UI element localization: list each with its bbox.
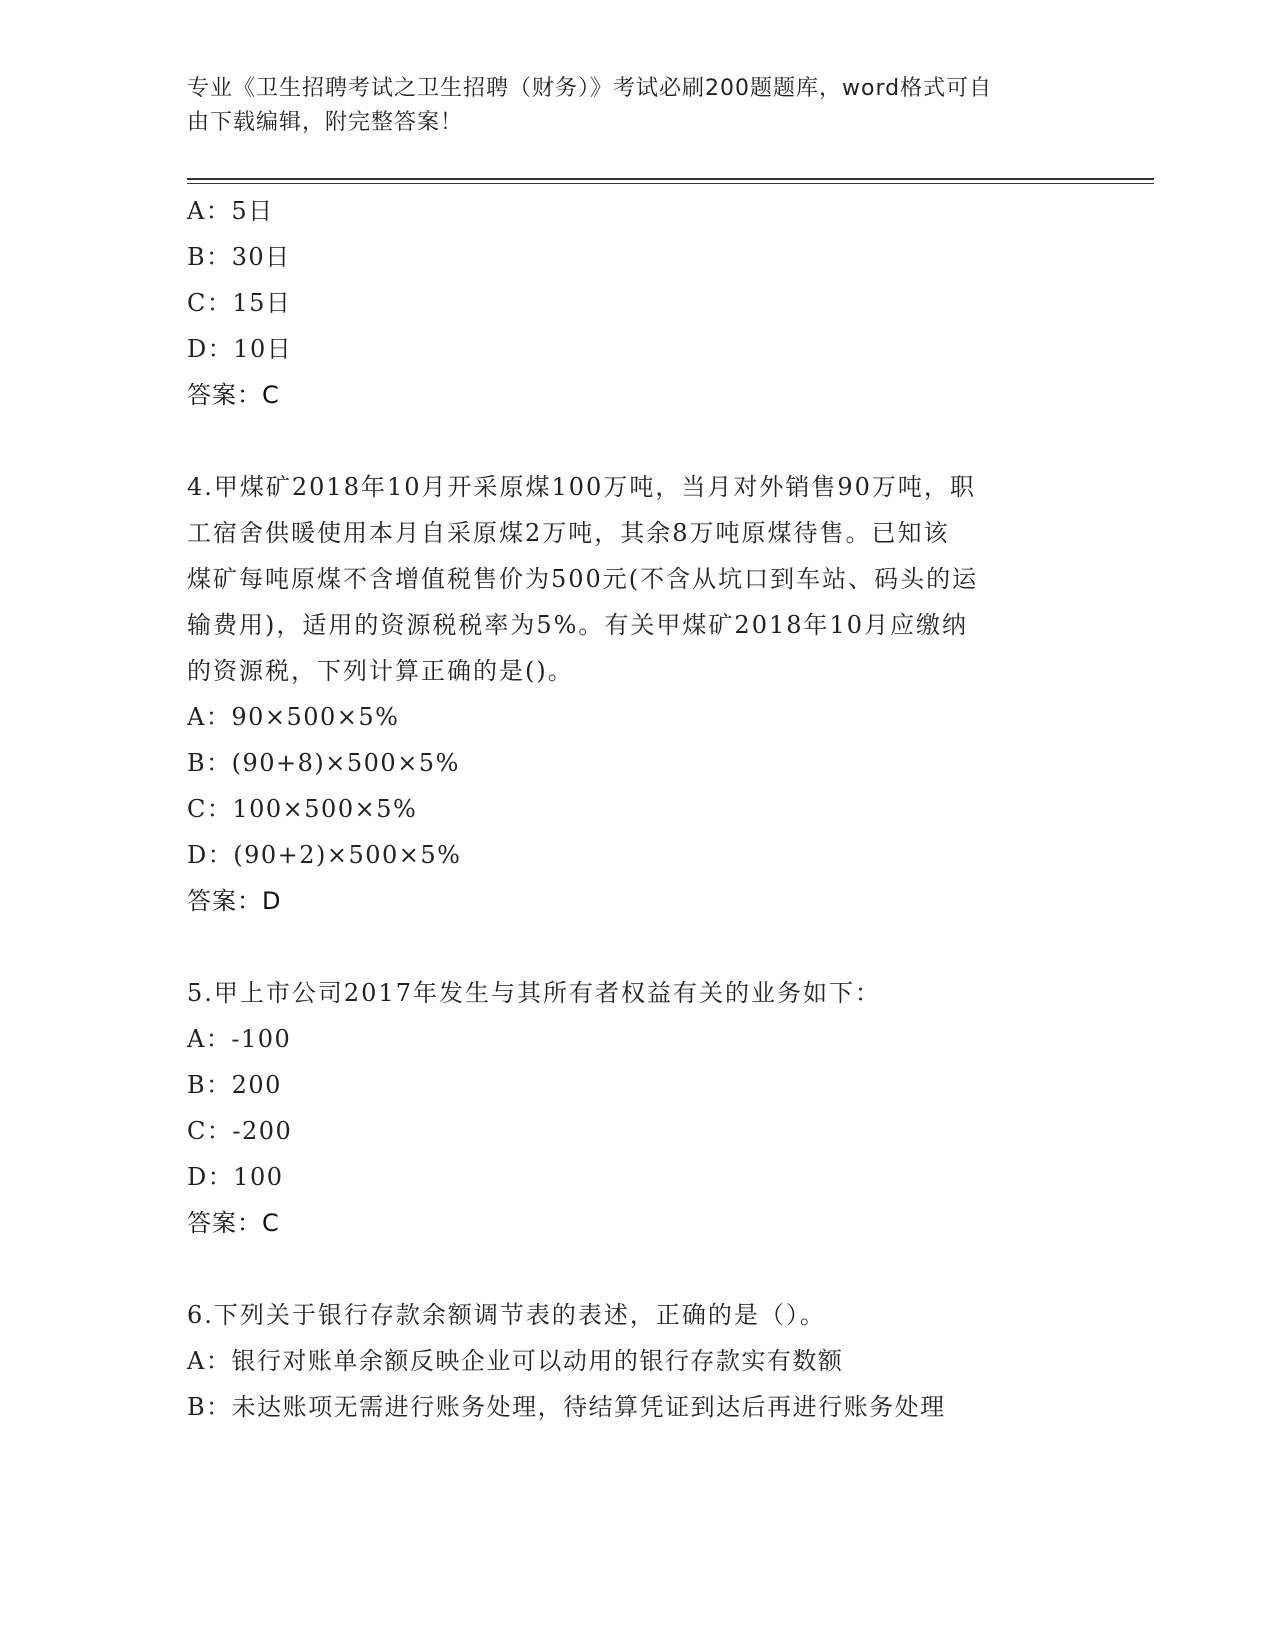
- option-d: D：(90+2)×500×5%: [187, 841, 462, 869]
- question-5: [187, 970, 1087, 1246]
- question-spacer: [187, 1246, 1087, 1292]
- question-stem-line: 输费用)，适用的资源税税率为5%。有关甲煤矿2018年10月应缴纳: [187, 611, 969, 639]
- question-3: [187, 188, 1087, 418]
- option-b: B：(90+8)×500×5%: [187, 749, 460, 777]
- question-stem-line: 工宿舍供暖使用本月自采原煤2万吨，其余8万吨原煤待售。已知该: [187, 519, 950, 547]
- option-c: C：100×500×5%: [187, 795, 418, 823]
- option-b: B：200: [187, 1071, 282, 1099]
- answer-line: 答案：D: [187, 887, 282, 915]
- question-spacer: [187, 924, 1087, 970]
- answer-line: 答案：C: [187, 1209, 280, 1237]
- question-stem-line: 5.甲上市公司2017年发生与其所有者权益有关的业务如下：: [187, 979, 881, 1007]
- option-a: A：-100: [187, 1025, 292, 1053]
- answer-line: 答案：C: [187, 381, 280, 409]
- question-spacer: [187, 418, 1087, 464]
- document-header: [187, 72, 1067, 140]
- header-line-1: 专业《卫生招聘考试之卫生招聘（财务）》考试必刷200题题库，word格式可自: [187, 76, 993, 101]
- question-6: [187, 1292, 1087, 1430]
- header-divider-thin: [187, 183, 1154, 184]
- option-b: B：未达账项无需进行账务处理，待结算凭证到达后再进行账务处理: [187, 1393, 946, 1421]
- question-stem-line: 4.甲煤矿2018年10月开采原煤100万吨，当月对外销售90万吨，职: [187, 473, 976, 501]
- document-body: [187, 188, 1087, 1430]
- option-a: A：5日: [187, 197, 274, 225]
- question-stem-line: 煤矿每吨原煤不含增值税售价为500元(不含从坑口到车站、码头的运: [187, 565, 979, 593]
- question-stem-line: 的资源税，下列计算正确的是()。: [187, 657, 574, 685]
- option-a: A：90×500×5%: [187, 703, 400, 731]
- option-d: D：100: [187, 1163, 284, 1191]
- option-c: C：-200: [187, 1117, 293, 1145]
- header-line-2: 由下载编辑，附完整答案！: [187, 110, 464, 135]
- option-a: A：银行对账单余额反映企业可以动用的银行存款实有数额: [187, 1347, 844, 1375]
- option-c: C：15日: [187, 289, 292, 317]
- option-d: D：10日: [187, 335, 293, 363]
- question-stem-line: 6.下列关于银行存款余额调节表的表述，正确的是（）。: [187, 1301, 826, 1329]
- header-divider-thick: [187, 178, 1154, 180]
- question-4: [187, 464, 1087, 924]
- option-b: B：30日: [187, 243, 291, 271]
